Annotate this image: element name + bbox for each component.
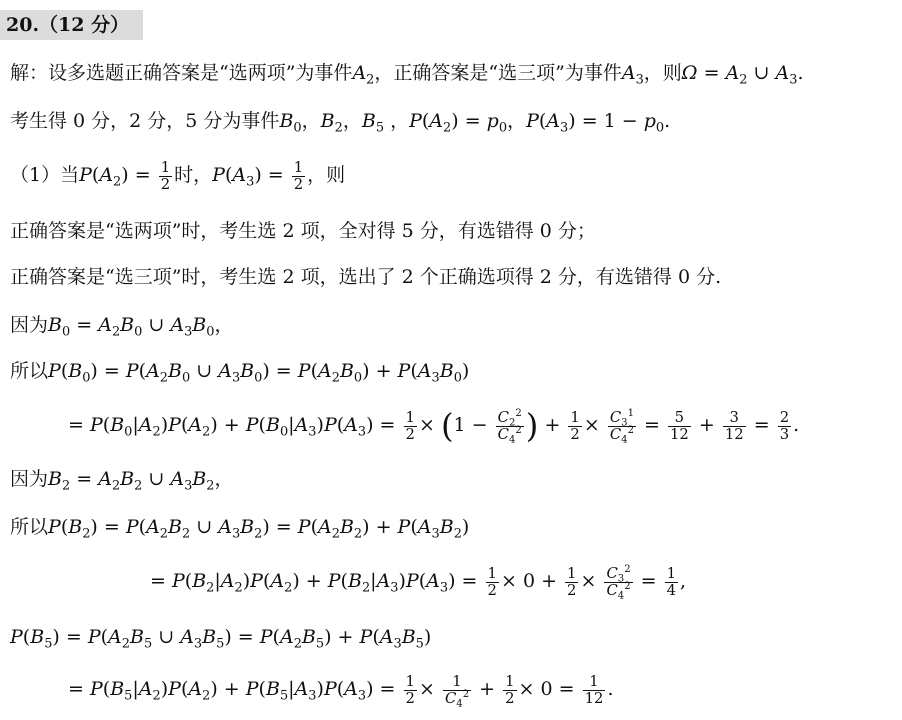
text-segment: ，正确答案是“选三项”为事件 [374, 62, 622, 84]
fraction: $\frac{C_3^1}{C_4^2}$ [609, 408, 634, 446]
fraction: $\frac{3}{12}$ [724, 409, 744, 443]
fraction: $\frac{1}{2}$ [567, 565, 577, 599]
text-segment: 因为 [10, 314, 49, 336]
fraction: $\frac{1}{2}$ [405, 673, 415, 707]
text-segment: 所以 [10, 516, 49, 538]
p-b2-calc-line: = $P(B_2|A_2)P(A_2) + P(B_2|A_3)P(A_3)$ = $\frac{1}{2}$ × 0 + $\frac{1}{2}$ × $\frac{C_3^2}{C_4^2}$ = $\frac{1}{4}$ , [150, 564, 687, 602]
problem-label: 20.（12 分） [0, 10, 143, 40]
text-segment: 考生得 0 分，2 分，5 分为事件 [10, 110, 280, 132]
text-segment: ，则 [643, 62, 682, 84]
case-three-options-line [10, 264, 894, 290]
fraction: $\frac{1}{4}$ [666, 565, 677, 599]
fraction: $\frac{C_3^2}{C_4^2}$ [606, 564, 631, 602]
text-segment: 时， [174, 164, 213, 187]
p-b0-line: 所以$P(B_0) = P(A_2B_0$ ∪ $A_3B_0) = P(A_2B_0) + P(A_3B_0)$ [10, 360, 470, 386]
fraction: $\frac{1}{C_4^2}$ [444, 673, 470, 710]
text-segment: （1）当 [10, 164, 80, 187]
fraction: $\frac{1}{12}$ [584, 673, 604, 707]
fraction: $\frac{2}{3}$ [779, 409, 790, 443]
text-segment: 解：设多选题正确答案是“选两项”为事件 [10, 62, 353, 84]
b0-decomposition-line: 因为$B_0 = A_2B_0$ ∪ $A_3B_0$， [10, 314, 234, 340]
text-segment: 因为 [10, 468, 49, 490]
fraction: $\frac{5}{12}$ [669, 409, 689, 443]
fraction: $\frac{1}{2}$ [487, 565, 497, 599]
fraction: $\frac{1}{2}$ [505, 673, 515, 707]
text-segment: 正确答案是“选三项”时，考生选 2 项，选出了 2 个正确选项得 2 分，有选错得 0 分. [10, 266, 722, 288]
solution-intro-line: 解：设多选题正确答案是“选两项”为事件$A_2$，正确答案是“选三项”为事件$A_3$，则$\Omega = A_2$ ∪ $A_3$. [10, 62, 804, 88]
fraction: $\frac{1}{2}$ [293, 159, 304, 193]
events-definition-line: 考生得 0 分，2 分，5 分为事件$B_0$，$B_2$，$B_5$ ，$P(A_2) = p_0$，$P(A_3) = 1 - p_0$. [10, 110, 671, 136]
p-b5-calc-line: = $P(B_5|A_2)P(A_2) + P(B_5|A_3)P(A_3)$ = $\frac{1}{2}$ × $\frac{1}{C_4^2}$ + $\frac{1}{2}$ × 0 = $\frac{1}{12}$ . [68, 673, 614, 710]
text-segment: ，则 [307, 164, 346, 187]
fraction: $\frac{C_2^2}{C_4^2}$ [497, 408, 522, 446]
p-b2-line: 所以$P(B_2) = P(A_2B_2$ ∪ $A_3B_2) = P(A_2B_2) + P(A_3B_2)$ [10, 516, 470, 542]
fraction: $\frac{1}{2}$ [160, 159, 171, 193]
p-b5-line: $P(B_5) = P(A_2B_5$ ∪ $A_3B_5) = P(A_2B_5) + P(A_3B_5)$ [10, 626, 432, 652]
case-two-options-line [10, 218, 894, 244]
text-segment: 正确答案是“选两项”时，考生选 2 项，全对得 5 分，有选错得 0 分； [10, 220, 596, 242]
text-segment: 所以 [10, 360, 49, 382]
problem-header [0, 10, 894, 40]
b2-decomposition-line: 因为$B_2 = A_2B_2$ ∪ $A_3B_2$， [10, 468, 234, 494]
fraction: $\frac{1}{2}$ [405, 409, 415, 443]
p-b0-calc-line: = $P(B_0|A_2)P(A_2) + P(B_0|A_3)P(A_3)$ = $\frac{1}{2}$ × (1 − $\frac{C_2^2}{C_4^2}$ ) + $\frac{1}{2}$ × $\frac{C_3^1}{C_4^2}$ = $\frac{5}{12}$ + $\frac{3}{12}$ = $\frac{2}{3}$ . [68, 407, 800, 446]
fraction: $\frac{1}{2}$ [570, 409, 580, 443]
part1-condition-line: （1）当$P(A_2)$ = $\frac{1}{2}$ 时，$P(A_3)$ = $\frac{1}{2}$ ，则 [10, 159, 346, 193]
